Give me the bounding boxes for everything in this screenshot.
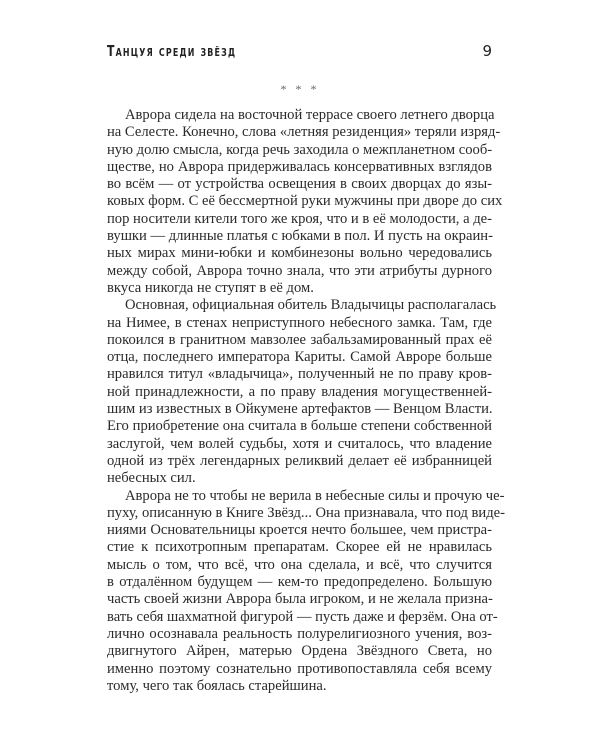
text-line: на Селесте. Конечно, слова «летняя резиденция» теряли изряд- — [107, 124, 501, 141]
text-line: Аврора не то чтобы не верила в небесные силы и прочую че- — [125, 487, 505, 504]
paragraph — [107, 107, 503, 297]
text-line: на Нимее, в стенах неприступного небесного замка. Там, где — [107, 314, 492, 331]
text-line: Его приобретение она считала в больше степени собственной — [107, 418, 492, 435]
text-line: в отдалённом будущем — кем-то предопределено. Большую — [107, 574, 492, 591]
text-line: вушки — длинные платья с юбками в пол. И пусть на окраин- — [107, 228, 493, 245]
text-line: пуху, описанную в Книге Звёзд... Она признавала, что под виде- — [107, 504, 506, 521]
text-line: отца, последнего императора Кариты. Самой Авроре больше — [107, 349, 492, 366]
text-line: вать себя шахматной фигурой — пусть даже и ферзём. Она от- — [107, 608, 498, 625]
text-line: Основная, официальная обитель Владычицы располагалась — [125, 297, 497, 314]
text-line: ных мирах мини-юбки и комбинезоны вольно чередовались — [107, 245, 492, 262]
body-text — [107, 107, 506, 695]
text-line: ной принадлежности, а по праву владения могущественней- — [107, 383, 492, 400]
text-line: между собой, Аврора точно знала, что эти атрибуты дурного — [107, 262, 492, 279]
text-line: ниями Основательницы кроется нечто большее, чем пристра- — [107, 522, 492, 539]
text-line: вкуса никогда не ступят в её дом. — [107, 279, 314, 296]
paragraph — [107, 297, 497, 487]
text-line: ную долю смысла, когда речь заходила о межпланетном сооб- — [107, 141, 493, 158]
text-line: заслугой, чем волей судьбы, хотя и считалось, что владение — [107, 435, 492, 452]
text-line: ществе, но Аврора придерживалась консервативных взглядов — [107, 158, 492, 175]
text-line: небесных сил. — [107, 470, 196, 487]
paragraph — [107, 487, 506, 696]
text-line: лично осознавала реальность полурелигиозного учения, воз- — [107, 625, 492, 642]
text-line: нравился титул «владычица», полученный не по праву кров- — [107, 366, 492, 383]
text-line: тому, чего так боялась старейшина. — [107, 677, 327, 694]
text-line: одной из трёх легендарных реликвий делает её избранницей — [107, 452, 492, 469]
text-line: покоился в гранитном мавзолее забальзамированный прах её — [107, 331, 492, 348]
text-line: часть своей жизни Аврора была игроком, и не желала призна- — [107, 591, 493, 608]
text-line: во всём — от устройства освещения в своих дворцах до язы- — [107, 176, 492, 193]
text-line: именно поэтому сознательно противопоставляла себя всему — [107, 660, 492, 677]
text-line: ковых форм. С её бессмертной руки мужчины при дворе до сих — [107, 193, 503, 210]
text-line: Аврора сидела на восточной террасе своего летнего дворца — [125, 107, 495, 123]
text-line: мысль о том, что всё, что она сделала, и всё, что случится — [107, 556, 492, 573]
text-line: шим из известных в Ойкумене артефактов — Венцом Власти. — [107, 401, 493, 418]
section-separator: * * * — [280, 82, 320, 96]
page-number: 9 — [482, 42, 492, 60]
text-line: стие к психотропным препаратам. Скорее ей не нравилась — [107, 539, 492, 556]
text-line: двигнутого Айрен, матерью Ордена Звёздного Света, но — [107, 643, 492, 660]
text-line: пор носители кители того же кроя, что и в её молодости, а де- — [107, 210, 492, 227]
running-head-title: Танцуя среди звёзд — [107, 42, 237, 60]
